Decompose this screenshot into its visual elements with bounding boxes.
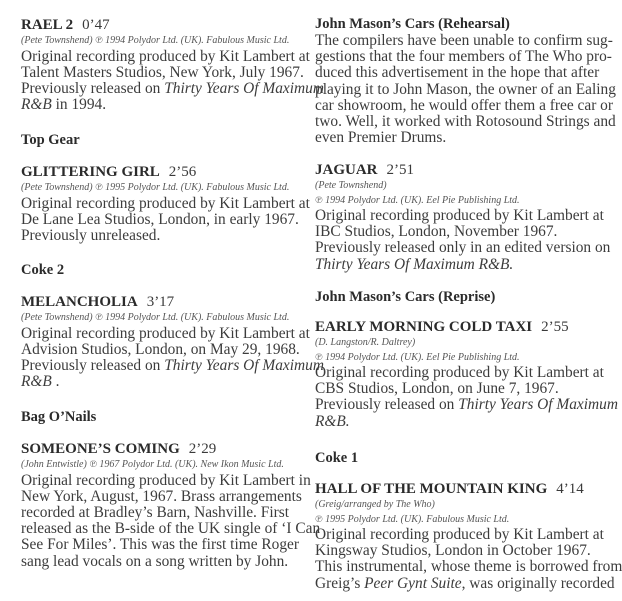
body-line: [315, 396, 618, 414]
italic-text: Thirty Years Of Maximum: [164, 356, 324, 374]
track-credit: (Pete Townshend) ℗ 1995 Polydor Ltd. (UK). Fabulous Music Ltd.: [21, 182, 290, 193]
italic-text: Peer Gynt Suite: [364, 574, 462, 592]
track-title: MELANCHOLIA: [21, 294, 138, 310]
track-credit: ℗ 1994 Polydor Ltd. (UK). Eel Pie Publishing Ltd.: [315, 351, 520, 363]
body-line: [315, 381, 600, 397]
body-line: [315, 130, 600, 146]
section-entry: [315, 449, 600, 467]
track-credit: (Pete Townshend) ℗ 1994 Polydor Ltd. (UK). Fabulous Music Ltd.: [21, 312, 290, 323]
text: CBS Studios, London, on June 7, 1967.: [315, 380, 559, 398]
body-line: [21, 374, 306, 390]
body-line: [315, 239, 611, 257]
section-entry: [21, 261, 306, 279]
track-entry: [315, 318, 618, 430]
section-entry: [315, 15, 616, 147]
body-line: [315, 543, 600, 559]
body-line: [315, 65, 600, 81]
body-line: [315, 364, 604, 381]
track-duration: 2’55: [541, 319, 569, 335]
body-line: [21, 97, 306, 113]
text: Original recording produced by Kit Lambert at: [21, 194, 310, 212]
track-duration: 2’51: [386, 162, 414, 178]
track-title-row: [21, 440, 306, 458]
section-heading: Bag O’Nails: [21, 409, 97, 425]
track-entry: [315, 480, 622, 592]
body-line: [21, 47, 310, 65]
track-entry: [315, 161, 611, 273]
body-line: [315, 558, 622, 576]
section-entry: [21, 408, 306, 426]
italic-text: Thirty Years Of Maximum: [164, 79, 324, 97]
track-entry: [21, 293, 324, 391]
text: Previously unreleased.: [21, 226, 161, 244]
track-duration: 2’56: [168, 164, 197, 180]
body-line: [315, 224, 600, 240]
body-line: [315, 113, 616, 131]
track-credit: (Greig/arranged by The Who): [315, 499, 435, 510]
text: Previously released on: [315, 396, 459, 414]
text: See For Miles’. This was the first time Roger: [21, 536, 299, 554]
body-line: [21, 356, 324, 374]
track-credit: (Pete Townshend): [315, 180, 387, 191]
body-line: [315, 257, 600, 273]
section-heading: John Mason’s Cars (Rehearsal): [315, 16, 510, 32]
track-duration: 3’17: [146, 294, 175, 310]
body-line: [21, 212, 306, 228]
track-title: JAGUAR: [315, 162, 378, 178]
italic-text: R&B.: [315, 412, 350, 430]
section-heading: Coke 1: [315, 450, 359, 466]
text: two. Well, it worked with Rotosound Strings and: [315, 113, 616, 131]
text: Original recording produced by Kit Lambert at: [315, 207, 604, 224]
text: Advision Studios, London, on May 29, 1968.: [21, 340, 300, 358]
track-title-row: [315, 480, 600, 498]
text: Talent Masters Studios, New York, July 1967.: [21, 63, 304, 81]
text: IBC Studios, London, November 1967.: [315, 223, 558, 241]
body-line: [21, 342, 306, 358]
body-line: [315, 32, 613, 49]
track-entry: [21, 16, 324, 114]
track-credit: (D. Langston/R. Daltrey): [315, 337, 416, 348]
text: Original recording produced by Kit Lambert at: [315, 364, 604, 381]
text: Original recording produced by Kit Lambert at: [21, 47, 310, 65]
text: even Premier Drums.: [315, 129, 447, 147]
body-line: [315, 48, 612, 66]
body-line: [315, 526, 604, 543]
text: Previously released on: [21, 79, 165, 97]
body-line: [315, 80, 616, 98]
body-line: [315, 414, 600, 430]
track-duration: 4’14: [556, 481, 584, 497]
track-title-row: [315, 318, 600, 336]
track-credit: (John Entwistle) ℗ 1967 Polydor Ltd. (UK). New Ikon Music Ltd.: [21, 459, 284, 470]
section-heading: Top Gear: [21, 132, 80, 148]
track-title: RAEL 2: [21, 17, 74, 33]
text: sang lead vocals on a song written by John.: [21, 552, 289, 570]
text: New York, August, 1967. Brass arrangements: [21, 487, 302, 505]
track-credit: ℗ 1995 Polydor Ltd. (UK). Fabulous Music Ltd.: [315, 513, 510, 525]
body-line: [315, 574, 615, 592]
text: Greig’s: [315, 574, 365, 592]
body-line: [21, 324, 310, 342]
body-line: [21, 554, 306, 570]
text: .: [51, 373, 60, 391]
track-credit: ℗ 1994 Polydor Ltd. (UK). Eel Pie Publishing Ltd.: [315, 194, 520, 206]
section-entry: [21, 131, 306, 149]
text: gestions that the four members of The Who pro-: [315, 48, 612, 66]
body-line: [21, 228, 306, 244]
text: Original recording produced by Kit Lambert in: [21, 471, 311, 489]
body-line: [315, 207, 604, 224]
italic-text: R&B: [21, 373, 52, 391]
body-line: [315, 96, 613, 114]
track-title-row: [21, 163, 306, 181]
body-line: [21, 537, 306, 553]
section-entry: [315, 288, 600, 306]
text: , was originally recorded: [461, 574, 615, 592]
track-title-row: [21, 293, 306, 311]
body-line: [21, 489, 306, 505]
track-credit: (Pete Townshend) ℗ 1994 Polydor Ltd. (UK). Fabulous Music Ltd.: [21, 35, 290, 46]
body-line: [21, 520, 321, 538]
text: released as the B-side of the UK single of ‘I Can: [21, 520, 321, 538]
body-line: [21, 65, 306, 81]
text: De Lane Lea Studios, London, in early 1967.: [21, 210, 299, 228]
text: Previously released only in an edited version on: [315, 239, 611, 257]
track-title-row: [315, 161, 600, 179]
track-title-row: [21, 16, 306, 34]
text: duced this advertisement in the hope that after: [315, 64, 600, 82]
section-heading: John Mason’s Cars (Reprise): [315, 289, 496, 305]
text: Kingsway Studios, London in October 1967.: [315, 542, 591, 560]
track-duration: 2’29: [188, 441, 217, 457]
text: recorded at Bradley’s Barn, Nashville. First: [21, 503, 289, 521]
text: This instrumental, whose theme is borrowed from: [315, 558, 622, 576]
section-heading: Coke 2: [21, 262, 65, 278]
body-line: [21, 505, 306, 521]
track-title: HALL OF THE MOUNTAIN KING: [315, 481, 548, 497]
track-entry: [21, 163, 310, 244]
italic-text: R&B: [21, 96, 52, 114]
track-title: EARLY MORNING COLD TAXI: [315, 319, 533, 335]
text: in 1994.: [51, 96, 107, 114]
body-line: [21, 194, 310, 212]
body-line: [21, 79, 324, 97]
text: Previously released on: [21, 356, 165, 374]
track-title: GLITTERING GIRL: [21, 164, 160, 180]
text: playing it to John Mason, the owner of an Ealing: [315, 80, 616, 98]
track-entry: [21, 440, 321, 570]
text: car showroom, he would offer them a free car or: [315, 96, 613, 114]
text: The compilers have been unable to confirm sug-: [315, 32, 613, 49]
italic-text: Thirty Years Of Maximum R&B.: [315, 255, 514, 273]
text: Original recording produced by Kit Lambert at: [21, 324, 310, 342]
track-duration: 0’47: [82, 17, 110, 33]
body-line: [21, 471, 311, 489]
track-title: SOMEONE’S COMING: [21, 441, 180, 457]
italic-text: Thirty Years Of Maximum: [458, 396, 618, 414]
text: Original recording produced by Kit Lambert at: [315, 526, 604, 543]
